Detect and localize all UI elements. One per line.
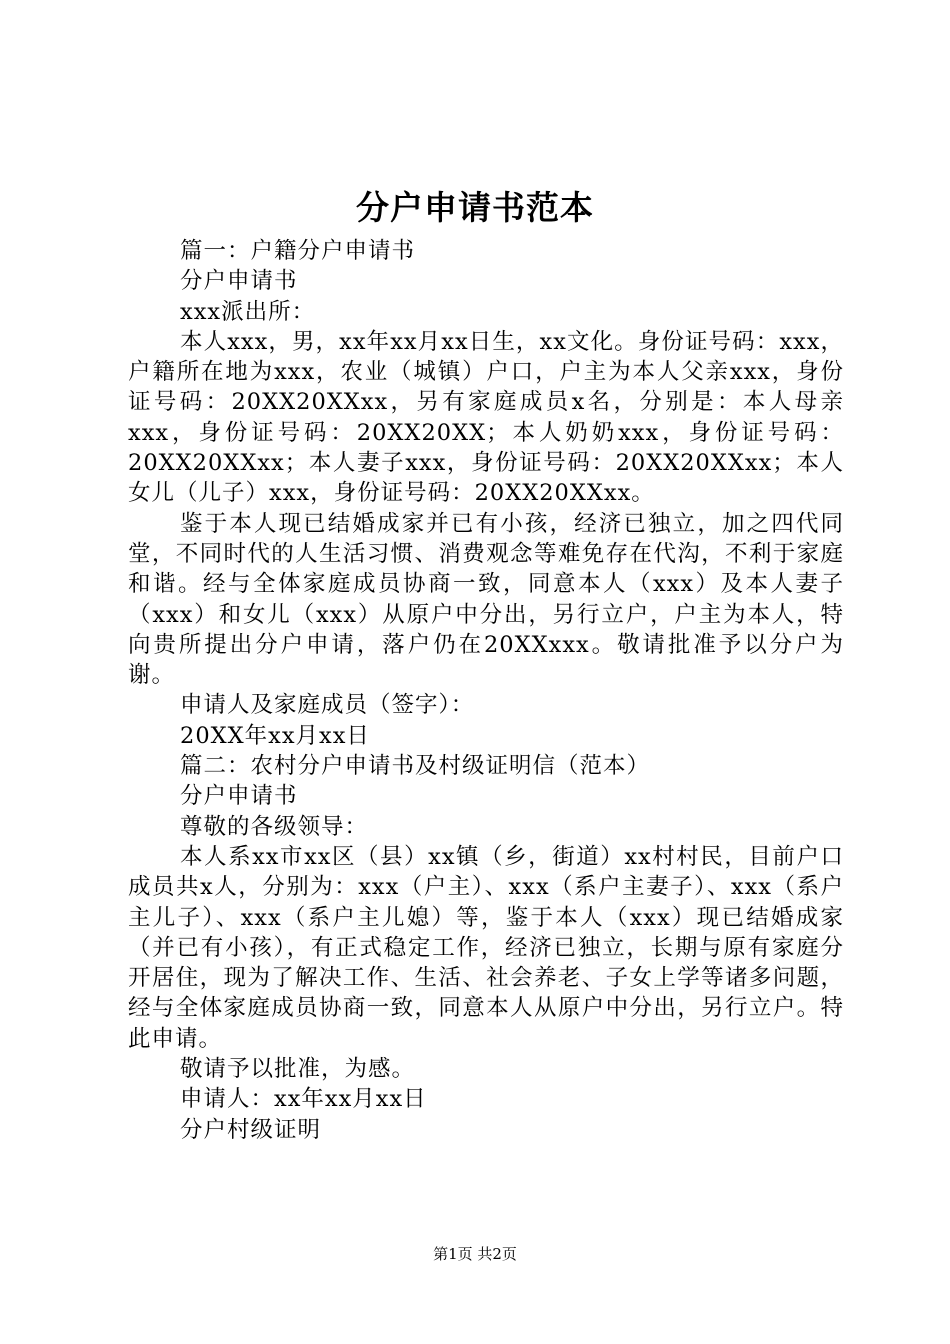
paragraph-section-two-heading: 篇二：农村分户申请书及村级证明信（范本）: [180, 753, 651, 780]
paragraph-application-title-1: 分户申请书: [180, 268, 298, 295]
paragraph-reason-2: 本人系xx市xx区（县）xx镇（乡，街道）xx村村民，目前户口成员共x人，分别为：xxx（户主）、xxx（系户主妻子）、xxx（系户主儿子）、xxx（系户主儿媳）等，鉴于本人（xxx）现已结婚成家（并已有小孩），有正式稳定工作，经济已独立，长期与原有家庭分开居住，现为了解决工作、生活、社会养老、子女上学等诸多问题，经与全体家庭成员协商一致，同意本人从原户中分出，另行立户。特此申请。: [128, 843, 844, 1052]
document-title: 分户申请书范本: [356, 188, 594, 227]
paragraph-application-title-2: 分户申请书: [180, 783, 298, 810]
paragraph-closing-request: 敬请予以批准，为感。: [180, 1056, 416, 1083]
paragraph-signature-line-1: 申请人及家庭成员（签字）：: [180, 692, 475, 719]
page-number-footer: 第1页 共2页: [433, 1245, 517, 1263]
document-body: [128, 236, 844, 1145]
paragraph-date-line-1: 20XX年xx月xx日: [180, 722, 370, 749]
paragraph-section-one-heading: 篇一：户籍分户申请书: [180, 238, 416, 264]
paragraph-addressee-1: xxx派出所：: [180, 298, 316, 325]
paragraph-village-certificate-heading: 分户村级证明: [180, 1116, 322, 1143]
paragraph-reason-1: 鉴于本人现已结婚成家并已有小孩，经济已独立，加之四代同堂，不同时代的人生活习惯、消费观念等难免存在代沟，不利于家庭和谐。经与全体家庭成员协商一致，同意本人（xxx）及本人妻子（xxx）和女儿（xxx）从原户中分出，另行立户，户主为本人，特向贵所提出分户申请，落户仍在20XXxxx。敬请批准予以分户为谢。: [128, 510, 844, 689]
paragraph-applicant-date-line: 申请人：xx年xx月xx日: [180, 1086, 427, 1113]
paragraph-personal-details: 本人xxx，男，xx年xx月xx日生，xx文化。身份证号码：xxx，户籍所在地为xxx，农业（城镇）户口，户主为本人父亲xxx，身份证号码：20XX20XXxx，另有家庭成员x名，分别是：本人母亲xxx，身份证号码：20XX20XX；本人奶奶xxx，身份证号码：20XX20XXxx；本人妻子xxx，身份证号码：20XX20XXxx；本人女儿（儿子）xxx，身份证号码：20XX20XXxx。: [128, 328, 844, 507]
paragraph-addressee-2: 尊敬的各级领导：: [180, 813, 369, 840]
